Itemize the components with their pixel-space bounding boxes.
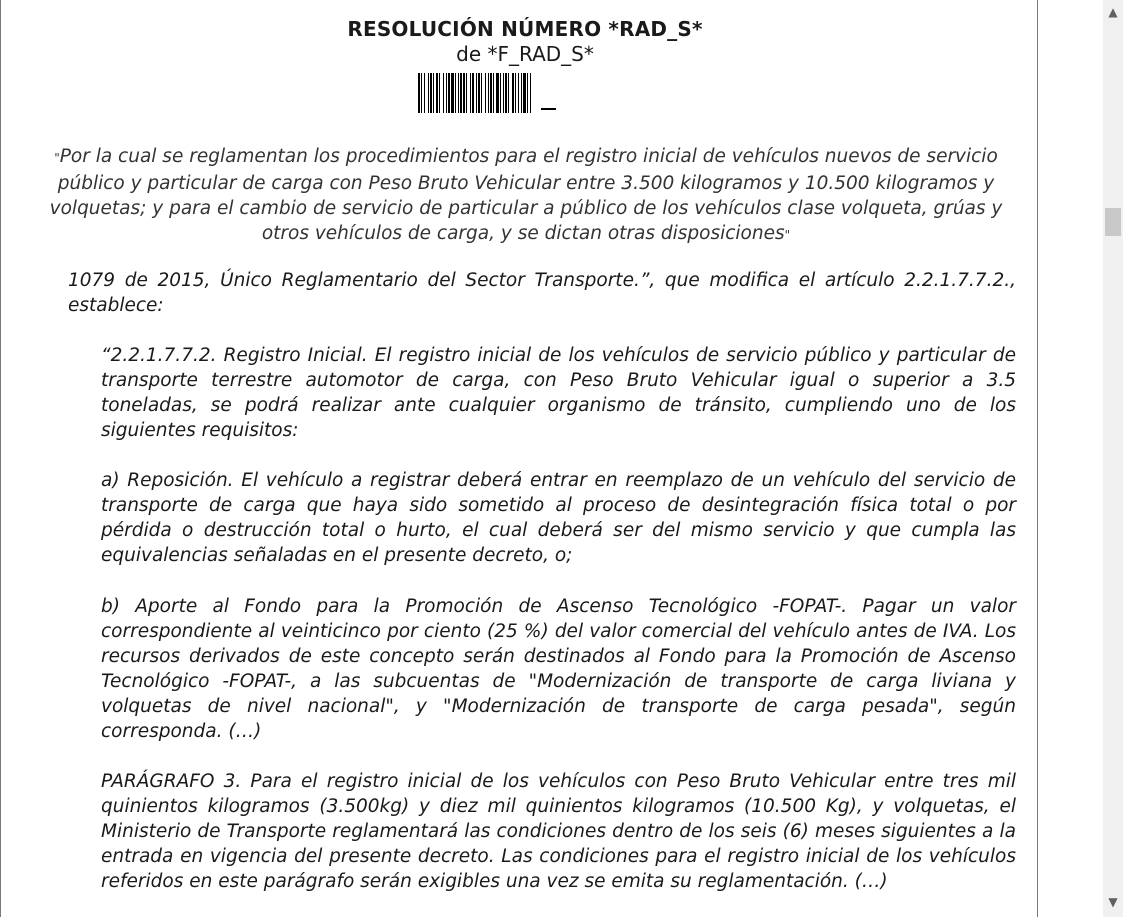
body-paragraph-item-b: b) Aporte al Fondo para la Promoción de Ascenso Tecnológico -FOPAT-. Pagar un valor correspondiente al veinticinco por ciento (25 %) del valor comercial del vehículo antes de IVA. Los recursos derivados de este concepto serán destinados al Fondo para la Promoción de Ascenso Tecnológico -FOPAT-, a las subcuentas de "Modernización de transporte de carga liviana y volquetas de nivel nacional", y "Modernización de transporte de carga pesada", según corresponda. (…) <box>101 596 1016 742</box>
resolution-header <box>0 16 1038 66</box>
body-paragraph-paragrafo-3: PARÁGRAFO 3. Para el registro inicial de los vehículos con Peso Bruto Vehicular entre tres mil quinientos kilogramos (3.500kg) y diez mil quinientos kilogramos (10.500 Kg), y volquetas, el Ministerio de Transporte reglamentará las condiciones dentro de los seis (6) meses siguientes a la entrada en vigencia del presente decreto. Las condiciones para el registro inicial de los vehículos referidos en este parágrafo serán exigibles una vez se emita su reglamentación. (…) <box>101 771 1016 892</box>
subject-text: Por la cual se reglamentan los procedimientos para el registro inicial de vehículos nuevos de servicio público y particular de carga con Peso Bruto Vehicular entre 3.500 kilogramos y 10.500 kilogramos y volquetas; y para el cambio de servicio de particular a público de los vehículos clase volqueta, grúas y otros vehículos de carga, y se dictan otras disposiciones <box>49 146 1003 244</box>
subject-close-quote: " <box>784 228 791 242</box>
resolution-title: RESOLUCIÓN NÚMERO *RAD_S* <box>347 17 703 41</box>
body-paragraph-intro: 1079 de 2015, Único Reglamentario del Sector Transporte.”, que modifica el artículo 2.2.1.7.7.2., establece: <box>68 270 1016 316</box>
barcode-image <box>418 73 632 113</box>
resolution-date-line: de *F_RAD_S* <box>456 42 594 66</box>
body-paragraph-article: “2.2.1.7.7.2. Registro Inicial. El registro inicial de los vehículos de servicio público y particular de transporte terrestre automotor de carga, con Peso Bruto Vehicular igual o superior a 3.5 toneladas, se podrá realizar ante cualquier organismo de tránsito, cumpliendo uno de los siguientes requisitos: <box>101 345 1016 441</box>
resolution-subject <box>40 144 1012 248</box>
scrollbar-thumb[interactable] <box>1105 208 1121 236</box>
body-paragraph-item-a: a) Reposición. El vehículo a registrar deberá entrar en reemplazo de un vehículo del servicio de transporte de carga que haya sido sometido al proceso de desintegración física total o por pérdida o destrucción total o hurto, el cual deberá ser del mismo servicio y que cumpla las equivalencias señaladas en el presente decreto, o; <box>101 470 1016 566</box>
vertical-scrollbar[interactable] <box>1103 0 1123 917</box>
subject-open-quote: " <box>54 151 60 165</box>
scroll-down-arrow-icon[interactable]: ▼ <box>1108 895 1118 909</box>
page-right-border <box>1037 0 1038 917</box>
scroll-up-arrow-icon[interactable]: ▲ <box>1108 5 1118 19</box>
page-left-border <box>0 0 1 917</box>
barcode-underscore <box>541 108 556 110</box>
